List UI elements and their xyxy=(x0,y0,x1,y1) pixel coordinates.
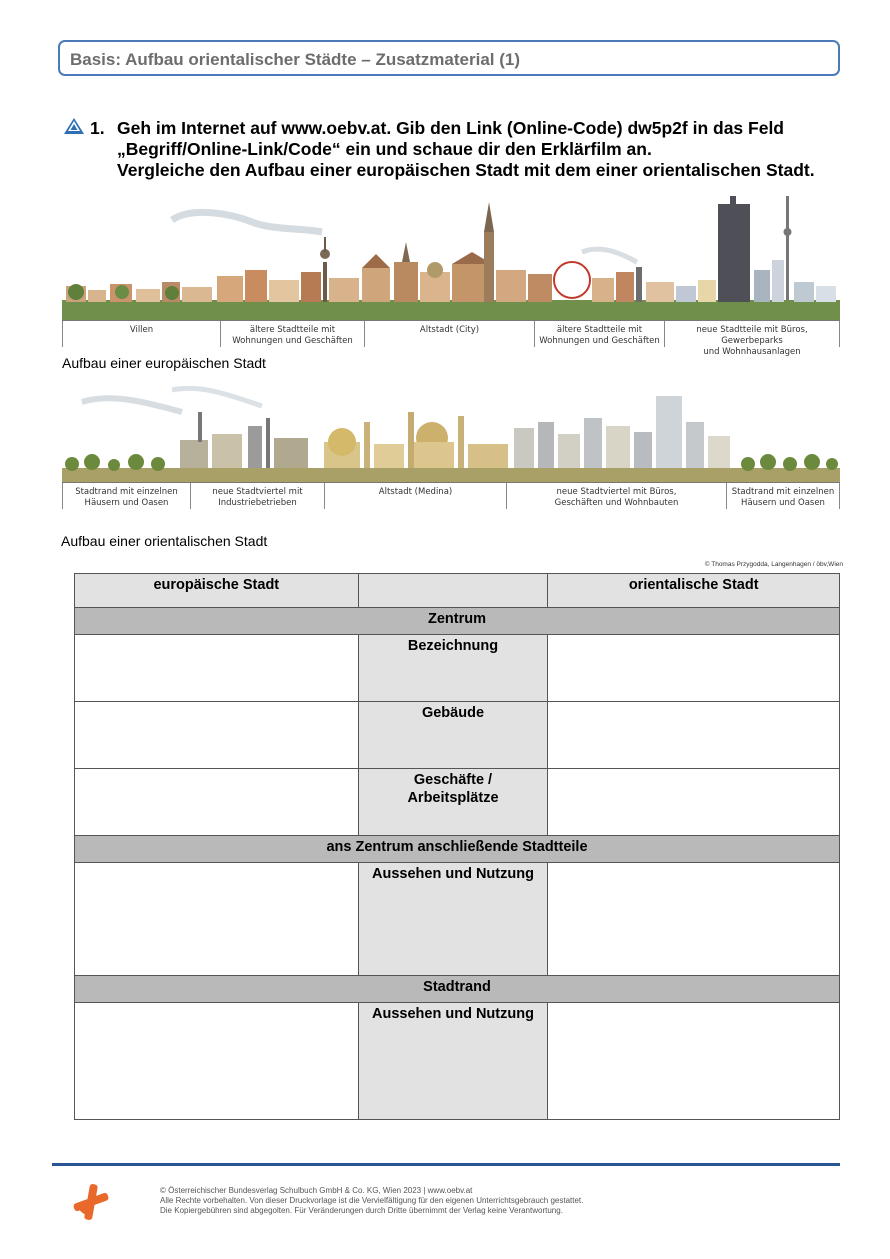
section-row-adjacent xyxy=(75,836,840,863)
table-row-shops xyxy=(75,769,840,836)
comparison-table xyxy=(74,573,840,1120)
table-row-name xyxy=(75,635,840,702)
footer-divider xyxy=(52,1163,840,1166)
oriental-zone-4: neue Stadtviertel mit Büros, Geschäften und Wohnbauten xyxy=(506,483,726,509)
european-zone-3: Altstadt (City) xyxy=(364,321,534,347)
row-label-edge-look: Aussehen und Nutzung xyxy=(358,1003,548,1120)
section-row-edge xyxy=(75,976,840,1003)
task-number: 1. xyxy=(90,118,105,138)
oriental-zone-1: Stadtrand mit einzelnen Häusern und Oasen xyxy=(62,483,190,509)
row-label-shops-line2: Arbeitsplätze xyxy=(407,790,499,806)
answer-oriental-buildings[interactable] xyxy=(548,702,840,769)
header-european: europäische Stadt xyxy=(75,574,359,608)
image-credit: © Thomas Przygodda, Langenhagen / öbv,Wien xyxy=(704,561,843,568)
task-line-2: „Begriff/Online-Link/Code“ ein und schaue dir den Erklärfilm an. xyxy=(117,139,652,159)
section-adjacent: ans Zentrum anschließende Stadtteile xyxy=(75,836,840,863)
answer-european-shops[interactable] xyxy=(75,769,359,836)
section-edge: Stadtrand xyxy=(75,976,840,1003)
oriental-zone-2: neue Stadtviertel mit Industriebetrieben xyxy=(190,483,324,509)
european-skyline-illustration xyxy=(62,192,840,320)
task-line-3: Vergleiche den Aufbau einer europäischen Stadt mit dem einer orientalischen Stadt. xyxy=(117,160,815,180)
publisher-logo-icon xyxy=(72,1183,110,1221)
answer-european-adjacent[interactable] xyxy=(75,863,359,976)
header-oriental: orientalische Stadt xyxy=(548,574,840,608)
section-row-center xyxy=(75,608,840,635)
european-zone-4: ältere Stadtteile mit Wohnungen und Geschäften xyxy=(534,321,664,347)
oriental-zone-5: Stadtrand mit einzelnen Häusern und Oasen xyxy=(726,483,840,509)
table-row-adjacent-look xyxy=(75,863,840,976)
table-row-edge-look xyxy=(75,1003,840,1120)
european-zone-1: Villen xyxy=(62,321,220,347)
oriental-zone-3: Altstadt (Medina) xyxy=(324,483,506,509)
answer-european-buildings[interactable] xyxy=(75,702,359,769)
european-caption: Aufbau einer europäischen Stadt xyxy=(62,355,266,371)
european-zone-2: ältere Stadtteile mit Wohnungen und Geschäften xyxy=(220,321,364,347)
row-label-adjacent-look: Aussehen und Nutzung xyxy=(358,863,548,976)
section-center: Zentrum xyxy=(75,608,840,635)
task-line-1: Geh im Internet auf www.oebv.at. Gib den Link (Online-Code) dw5p2f in das Feld xyxy=(117,118,784,138)
european-zone-labels xyxy=(62,320,840,357)
page-title: Basis: Aufbau orientalischer Städte – Zusatzmaterial (1) xyxy=(70,50,520,69)
answer-european-name[interactable] xyxy=(75,635,359,702)
oriental-zone-labels xyxy=(62,482,840,509)
footer-line-2: Alle Rechte vorbehalten. Von dieser Druckvorlage ist die Vervielfältigung für den eigenen Unterrichtsgebrauch gestattet. xyxy=(160,1196,584,1205)
oriental-caption: Aufbau einer orientalischen Stadt xyxy=(61,533,268,549)
answer-oriental-name[interactable] xyxy=(548,635,840,702)
row-label-shops xyxy=(358,769,548,836)
answer-oriental-adjacent[interactable] xyxy=(548,863,840,976)
oriental-skyline-illustration xyxy=(62,382,840,482)
table-row-buildings xyxy=(75,702,840,769)
task-text xyxy=(117,118,815,181)
european-zone-5: neue Stadtteile mit Büros, Gewerbeparks und Wohnhausanlagen xyxy=(664,321,840,347)
footer-line-1: © Österreichischer Bundesverlag Schulbuch GmbH & Co. KG, Wien 2023 | www.oebv.at xyxy=(160,1186,473,1195)
european-city-panorama xyxy=(62,192,840,357)
answer-oriental-edge[interactable] xyxy=(548,1003,840,1120)
table-header-row xyxy=(75,574,840,608)
row-label-name: Bezeichnung xyxy=(358,635,548,702)
mountain-level-icon xyxy=(64,118,84,134)
answer-european-edge[interactable] xyxy=(75,1003,359,1120)
footer-line-3: Die Kopiergebühren sind abgegolten. Für Veränderungen durch Dritte übernimmt der Verlag keine Verantwortung. xyxy=(160,1206,563,1215)
title-box xyxy=(58,40,840,76)
row-label-shops-line1: Geschäfte / xyxy=(413,772,493,788)
row-label-buildings: Gebäude xyxy=(358,702,548,769)
answer-oriental-shops[interactable] xyxy=(548,769,840,836)
oriental-city-panorama xyxy=(62,382,840,509)
footer-copyright xyxy=(160,1186,583,1216)
header-middle xyxy=(358,574,548,608)
